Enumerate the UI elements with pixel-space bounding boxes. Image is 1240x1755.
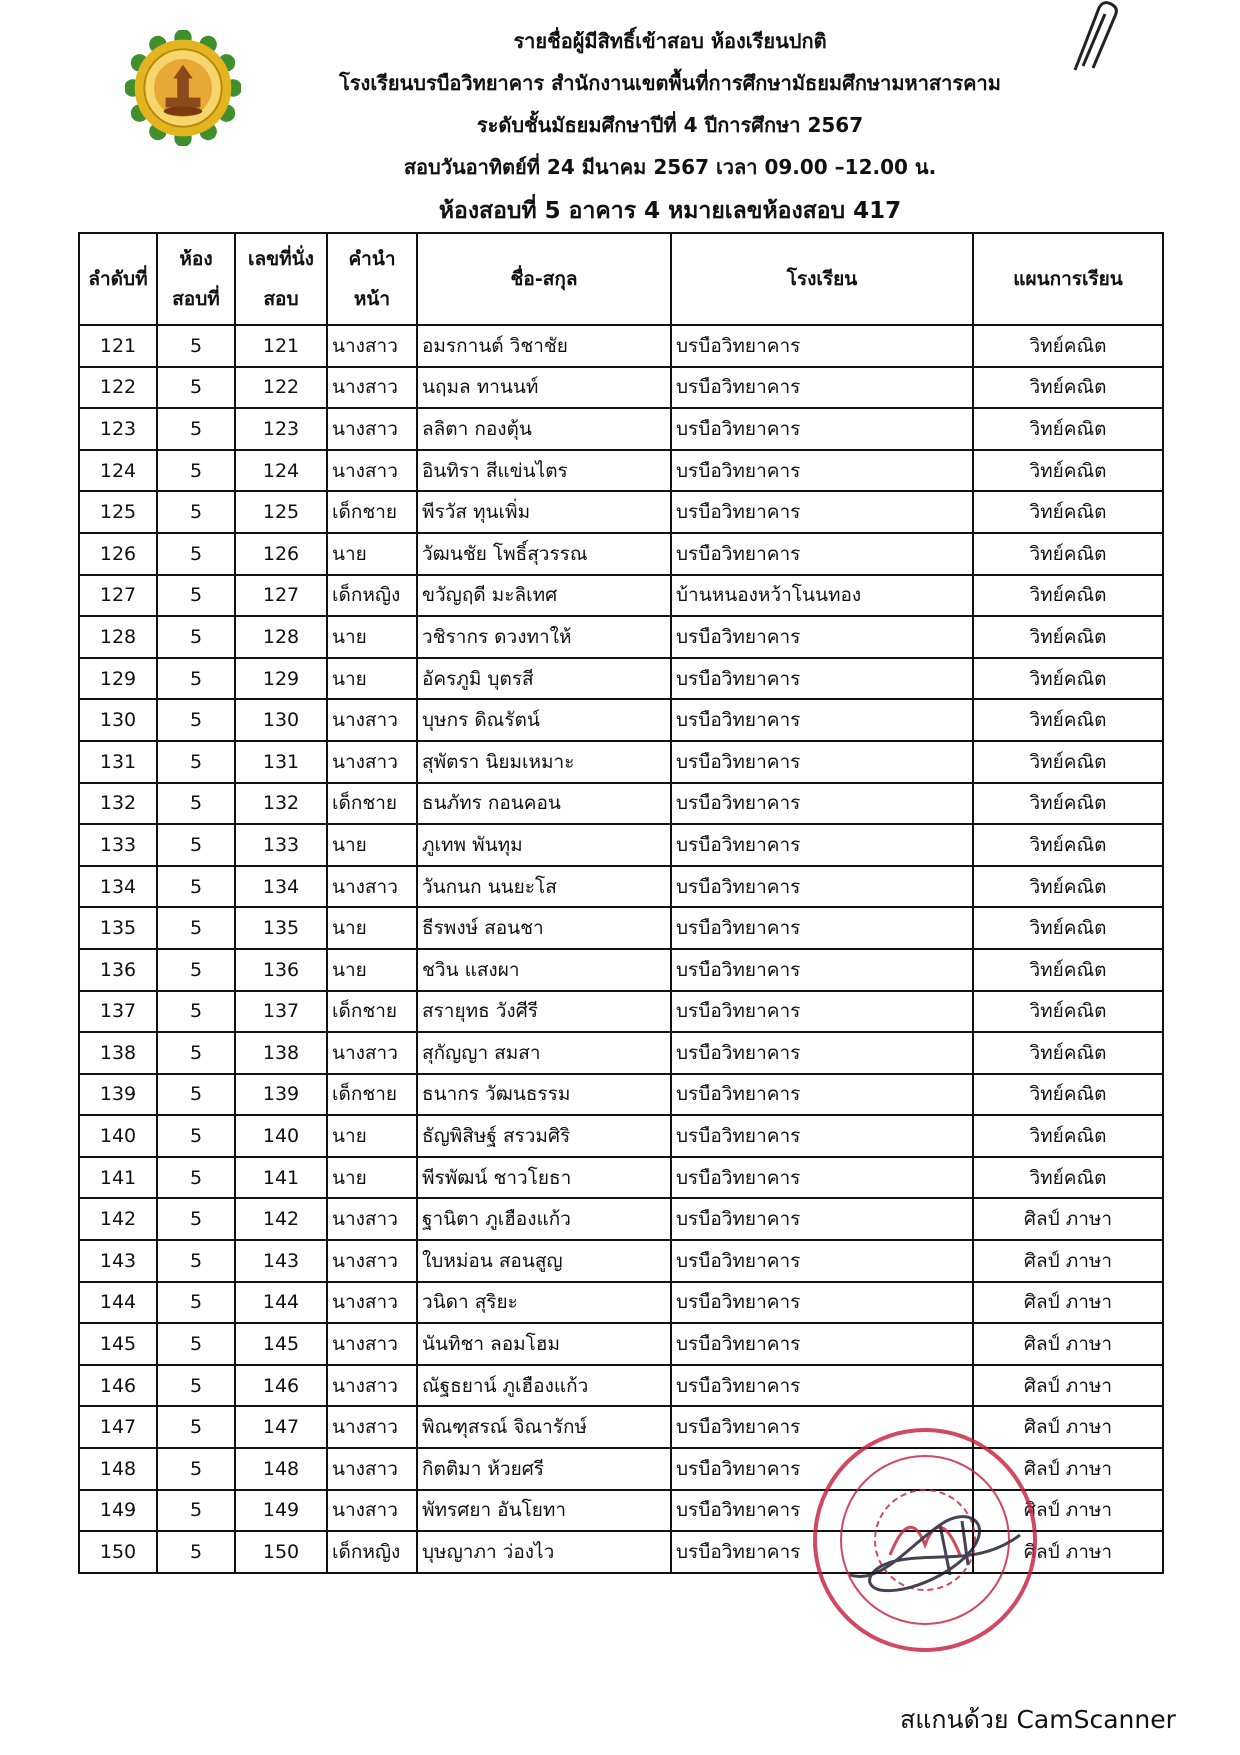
cell-prefix: เด็กชาย: [327, 491, 417, 533]
cell-prefix: นางสาว: [327, 1490, 417, 1532]
cell-name: ธัญพิสิษฐ์ สรวมศิริ: [417, 1115, 671, 1157]
cell-no: 127: [79, 575, 157, 617]
cell-room: 5: [157, 616, 235, 658]
cell-school: บรบือวิทยาคาร: [671, 533, 973, 575]
table-row: [79, 866, 1163, 908]
cell-no: 129: [79, 658, 157, 700]
cell-school: บ้านหนองหว้าโนนทอง: [671, 575, 973, 617]
cell-room: 5: [157, 783, 235, 825]
cell-prefix: นางสาว: [327, 1323, 417, 1365]
cell-seat: 126: [235, 533, 327, 575]
cell-name: พิณฑุสรณ์ จิณารักษ์: [417, 1406, 671, 1448]
cell-no: 139: [79, 1074, 157, 1116]
col-header-plan: แผนการเรียน: [973, 233, 1163, 325]
cell-prefix: นางสาว: [327, 1448, 417, 1490]
cell-room: 5: [157, 1074, 235, 1116]
table-row: [79, 533, 1163, 575]
cell-name: กิตติมา ห้วยศรี: [417, 1448, 671, 1490]
cell-prefix: เด็กชาย: [327, 1074, 417, 1116]
cell-plan: วิทย์คณิต: [973, 616, 1163, 658]
cell-seat: 128: [235, 616, 327, 658]
col-header-seat: เลขที่นั่งสอบ: [235, 233, 327, 325]
col-header-room: ห้องสอบที่: [157, 233, 235, 325]
cell-name: พีรวัส ทุนเพิ่ม: [417, 491, 671, 533]
table-row: [79, 1198, 1163, 1240]
cell-plan: วิทย์คณิต: [973, 907, 1163, 949]
cell-plan: วิทย์คณิต: [973, 741, 1163, 783]
cell-prefix: นางสาว: [327, 450, 417, 492]
cell-plan: วิทย์คณิต: [973, 1032, 1163, 1074]
table-body: [79, 325, 1163, 1573]
cell-name: สุพัตรา นิยมเหมาะ: [417, 741, 671, 783]
cell-prefix: นางสาว: [327, 1365, 417, 1407]
cell-plan: วิทย์คณิต: [973, 533, 1163, 575]
cell-no: 124: [79, 450, 157, 492]
table-row: [79, 575, 1163, 617]
cell-plan: วิทย์คณิต: [973, 699, 1163, 741]
cell-no: 126: [79, 533, 157, 575]
cell-prefix: นางสาว: [327, 1406, 417, 1448]
table-row: [79, 408, 1163, 450]
cell-prefix: นาย: [327, 949, 417, 991]
school-seal-stamp: [790, 1425, 1130, 1665]
cell-plan: วิทย์คณิต: [973, 1157, 1163, 1199]
cell-no: 143: [79, 1240, 157, 1282]
cell-seat: 142: [235, 1198, 327, 1240]
table-row: [79, 824, 1163, 866]
cell-school: บรบือวิทยาคาร: [671, 1490, 973, 1532]
cell-no: 150: [79, 1531, 157, 1573]
cell-school: บรบือวิทยาคาร: [671, 783, 973, 825]
cell-plan: วิทย์คณิต: [973, 367, 1163, 409]
cell-name: อินทิรา สีแข่นไตร: [417, 450, 671, 492]
cell-plan: วิทย์คณิต: [973, 949, 1163, 991]
table-row: [79, 325, 1163, 367]
cell-prefix: นาย: [327, 658, 417, 700]
cell-room: 5: [157, 658, 235, 700]
cell-school: บรบือวิทยาคาร: [671, 1448, 973, 1490]
cell-school: บรบือวิทยาคาร: [671, 1282, 973, 1324]
cell-no: 144: [79, 1282, 157, 1324]
cell-seat: 136: [235, 949, 327, 991]
cell-no: 137: [79, 991, 157, 1033]
cell-plan: ศิลป์ ภาษา: [973, 1490, 1163, 1532]
cell-school: บรบือวิทยาคาร: [671, 658, 973, 700]
cell-school: บรบือวิทยาคาร: [671, 450, 973, 492]
table-row: [79, 1365, 1163, 1407]
cell-school: บรบือวิทยาคาร: [671, 1240, 973, 1282]
cell-seat: 124: [235, 450, 327, 492]
cell-school: บรบือวิทยาคาร: [671, 1406, 973, 1448]
cell-no: 132: [79, 783, 157, 825]
cell-no: 123: [79, 408, 157, 450]
cell-no: 130: [79, 699, 157, 741]
cell-no: 131: [79, 741, 157, 783]
cell-name: พีรพัฒน์ ชาวโยธา: [417, 1157, 671, 1199]
cell-school: บรบือวิทยาคาร: [671, 866, 973, 908]
table-header-row: [79, 233, 1163, 325]
cell-school: บรบือวิทยาคาร: [671, 699, 973, 741]
cell-school: บรบือวิทยาคาร: [671, 616, 973, 658]
table-row: [79, 1157, 1163, 1199]
cell-plan: ศิลป์ ภาษา: [973, 1365, 1163, 1407]
table-row: [79, 491, 1163, 533]
scanner-watermark: สแกนด้วย CamScanner: [900, 1705, 1176, 1734]
table-row: [79, 907, 1163, 949]
cell-no: 147: [79, 1406, 157, 1448]
cell-no: 134: [79, 866, 157, 908]
cell-seat: 139: [235, 1074, 327, 1116]
cell-plan: ศิลป์ ภาษา: [973, 1240, 1163, 1282]
cell-name: บุษกร ดิณรัตน์: [417, 699, 671, 741]
cell-seat: 131: [235, 741, 327, 783]
cell-school: บรบือวิทยาคาร: [671, 1074, 973, 1116]
cell-name: ขวัญฤดี มะลิเทศ: [417, 575, 671, 617]
cell-name: บุษญาภา ว่องไว: [417, 1531, 671, 1573]
cell-no: 145: [79, 1323, 157, 1365]
cell-plan: ศิลป์ ภาษา: [973, 1282, 1163, 1324]
cell-seat: 147: [235, 1406, 327, 1448]
cell-plan: วิทย์คณิต: [973, 1074, 1163, 1116]
cell-prefix: นาย: [327, 907, 417, 949]
cell-seat: 150: [235, 1531, 327, 1573]
cell-prefix: นางสาว: [327, 1282, 417, 1324]
col-header-school: โรงเรียน: [671, 233, 973, 325]
cell-seat: 127: [235, 575, 327, 617]
cell-prefix: นางสาว: [327, 741, 417, 783]
cell-school: บรบือวิทยาคาร: [671, 741, 973, 783]
header-level: ระดับชั้นมัธยมศึกษาปีที่ 4 ปีการศึกษา 2567: [476, 113, 864, 137]
document-header: [270, 20, 1070, 234]
cell-name: นันทิชา ลอมโฮม: [417, 1323, 671, 1365]
cell-plan: วิทย์คณิต: [973, 991, 1163, 1033]
cell-room: 5: [157, 1115, 235, 1157]
table-row: [79, 658, 1163, 700]
cell-room: 5: [157, 907, 235, 949]
cell-plan: วิทย์คณิต: [973, 325, 1163, 367]
cell-prefix: นาย: [327, 616, 417, 658]
cell-plan: วิทย์คณิต: [973, 866, 1163, 908]
cell-room: 5: [157, 1365, 235, 1407]
cell-room: 5: [157, 1157, 235, 1199]
cell-prefix: นางสาว: [327, 367, 417, 409]
cell-plan: ศิลป์ ภาษา: [973, 1406, 1163, 1448]
cell-no: 148: [79, 1448, 157, 1490]
cell-prefix: นาย: [327, 824, 417, 866]
cell-seat: 146: [235, 1365, 327, 1407]
cell-room: 5: [157, 1032, 235, 1074]
cell-seat: 122: [235, 367, 327, 409]
cell-no: 133: [79, 824, 157, 866]
cell-room: 5: [157, 408, 235, 450]
cell-plan: ศิลป์ ภาษา: [973, 1323, 1163, 1365]
cell-name: ชวิน แสงผา: [417, 949, 671, 991]
cell-no: 140: [79, 1115, 157, 1157]
cell-prefix: นาย: [327, 1115, 417, 1157]
cell-room: 5: [157, 325, 235, 367]
cell-seat: 123: [235, 408, 327, 450]
cell-room: 5: [157, 491, 235, 533]
cell-seat: 137: [235, 991, 327, 1033]
cell-name: ภูเทพ พันทุม: [417, 824, 671, 866]
cell-seat: 130: [235, 699, 327, 741]
cell-room: 5: [157, 1240, 235, 1282]
cell-no: 142: [79, 1198, 157, 1240]
cell-plan: วิทย์คณิต: [973, 824, 1163, 866]
cell-school: บรบือวิทยาคาร: [671, 1365, 973, 1407]
cell-room: 5: [157, 1490, 235, 1532]
cell-seat: 129: [235, 658, 327, 700]
cell-name: นฤมล ทานนท์: [417, 367, 671, 409]
cell-plan: วิทย์คณิต: [973, 1115, 1163, 1157]
cell-plan: วิทย์คณิต: [973, 783, 1163, 825]
cell-seat: 125: [235, 491, 327, 533]
cell-room: 5: [157, 1448, 235, 1490]
cell-no: 121: [79, 325, 157, 367]
cell-no: 122: [79, 367, 157, 409]
table-row: [79, 450, 1163, 492]
cell-seat: 141: [235, 1157, 327, 1199]
cell-school: บรบือวิทยาคาร: [671, 949, 973, 991]
cell-plan: วิทย์คณิต: [973, 408, 1163, 450]
cell-name: ฐานิตา ภูเฮืองแก้ว: [417, 1198, 671, 1240]
col-header-prefix: คำนำหน้า: [327, 233, 417, 325]
cell-name: วัฒนชัย โพธิ์สุวรรณ: [417, 533, 671, 575]
cell-room: 5: [157, 533, 235, 575]
cell-school: บรบือวิทยาคาร: [671, 325, 973, 367]
cell-room: 5: [157, 1406, 235, 1448]
cell-seat: 145: [235, 1323, 327, 1365]
cell-no: 141: [79, 1157, 157, 1199]
cell-school: บรบือวิทยาคาร: [671, 824, 973, 866]
cell-room: 5: [157, 575, 235, 617]
cell-plan: วิทย์คณิต: [973, 658, 1163, 700]
cell-name: สุกัญญา สมสา: [417, 1032, 671, 1074]
cell-name: อมรกานต์ วิชาชัย: [417, 325, 671, 367]
col-header-name: ชื่อ-สกุล: [417, 233, 671, 325]
cell-room: 5: [157, 1323, 235, 1365]
cell-room: 5: [157, 866, 235, 908]
cell-no: 149: [79, 1490, 157, 1532]
table-row: [79, 991, 1163, 1033]
cell-name: ธนากร วัฒนธรรม: [417, 1074, 671, 1116]
cell-name: ธนภัทร กอนคอน: [417, 783, 671, 825]
cell-seat: 132: [235, 783, 327, 825]
header-room: ห้องสอบที่ 5 อาคาร 4 หมายเลขห้องสอบ 417: [438, 198, 902, 224]
cell-seat: 134: [235, 866, 327, 908]
cell-plan: ศิลป์ ภาษา: [973, 1448, 1163, 1490]
cell-seat: 143: [235, 1240, 327, 1282]
cell-prefix: นาย: [327, 1157, 417, 1199]
cell-seat: 138: [235, 1032, 327, 1074]
cell-seat: 121: [235, 325, 327, 367]
table-row: [79, 699, 1163, 741]
cell-no: 135: [79, 907, 157, 949]
cell-room: 5: [157, 1531, 235, 1573]
cell-school: บรบือวิทยาคาร: [671, 1531, 973, 1573]
table-row: [79, 1074, 1163, 1116]
cell-room: 5: [157, 1282, 235, 1324]
cell-school: บรบือวิทยาคาร: [671, 1157, 973, 1199]
cell-plan: ศิลป์ ภาษา: [973, 1531, 1163, 1573]
cell-name: อัครภูมิ บุตรสี: [417, 658, 671, 700]
cell-prefix: นางสาว: [327, 408, 417, 450]
cell-room: 5: [157, 450, 235, 492]
header-date: สอบวันอาทิตย์ที่ 24 มีนาคม 2567 เวลา 09.00 –12.00 น.: [403, 155, 937, 179]
table-row: [79, 741, 1163, 783]
cell-school: บรบือวิทยาคาร: [671, 367, 973, 409]
table-row: [79, 783, 1163, 825]
cell-no: 146: [79, 1365, 157, 1407]
cell-school: บรบือวิทยาคาร: [671, 991, 973, 1033]
cell-room: 5: [157, 367, 235, 409]
cell-no: 138: [79, 1032, 157, 1074]
cell-name: วชิรากร ดวงทาให้: [417, 616, 671, 658]
table-row: [79, 616, 1163, 658]
candidate-table: [78, 232, 1164, 1574]
cell-school: บรบือวิทยาคาร: [671, 907, 973, 949]
cell-prefix: นางสาว: [327, 1198, 417, 1240]
cell-prefix: นางสาว: [327, 1032, 417, 1074]
cell-school: บรบือวิทยาคาร: [671, 408, 973, 450]
cell-prefix: นางสาว: [327, 866, 417, 908]
cell-name: พัทรศยา อันโยทา: [417, 1490, 671, 1532]
cell-seat: 140: [235, 1115, 327, 1157]
col-header-no: ลำดับที่: [79, 233, 157, 325]
cell-prefix: นางสาว: [327, 325, 417, 367]
cell-room: 5: [157, 949, 235, 991]
table-row: [79, 1240, 1163, 1282]
cell-prefix: นาย: [327, 533, 417, 575]
cell-name: ณัฐธยาน์ ภูเฮืองแก้ว: [417, 1365, 671, 1407]
cell-no: 128: [79, 616, 157, 658]
cell-prefix: เด็กชาย: [327, 783, 417, 825]
cell-school: บรบือวิทยาคาร: [671, 1323, 973, 1365]
cell-seat: 135: [235, 907, 327, 949]
table-row: [79, 1115, 1163, 1157]
header-title: รายชื่อผู้มีสิทธิ์เข้าสอบ ห้องเรียนปกติ: [513, 29, 827, 53]
cell-name: ลลิตา กองตุ้น: [417, 408, 671, 450]
cell-room: 5: [157, 991, 235, 1033]
school-logo-icon: [125, 30, 241, 146]
cell-prefix: เด็กชาย: [327, 991, 417, 1033]
cell-seat: 144: [235, 1282, 327, 1324]
cell-school: บรบือวิทยาคาร: [671, 1115, 973, 1157]
cell-plan: ศิลป์ ภาษา: [973, 1198, 1163, 1240]
cell-name: วนิดา สุริยะ: [417, 1282, 671, 1324]
cell-name: ใบหม่อน สอนสูญ: [417, 1240, 671, 1282]
cell-prefix: นางสาว: [327, 699, 417, 741]
cell-room: 5: [157, 741, 235, 783]
cell-name: ธีรพงษ์ สอนชา: [417, 907, 671, 949]
cell-school: บรบือวิทยาคาร: [671, 1032, 973, 1074]
cell-plan: วิทย์คณิต: [973, 450, 1163, 492]
cell-seat: 149: [235, 1490, 327, 1532]
cell-seat: 148: [235, 1448, 327, 1490]
table-row: [79, 949, 1163, 991]
cell-seat: 133: [235, 824, 327, 866]
cell-name: วันกนก นนยะโส: [417, 866, 671, 908]
cell-no: 136: [79, 949, 157, 991]
table-row: [79, 1323, 1163, 1365]
cell-name: สรายุทธ วังศีรี: [417, 991, 671, 1033]
cell-plan: วิทย์คณิต: [973, 491, 1163, 533]
cell-plan: วิทย์คณิต: [973, 575, 1163, 617]
cell-school: บรบือวิทยาคาร: [671, 1198, 973, 1240]
cell-prefix: เด็กหญิง: [327, 1531, 417, 1573]
header-school: โรงเรียนบรบือวิทยาคาร สำนักงานเขตพื้นที่การศึกษามัธยมศึกษามหาสารคาม: [339, 71, 1001, 95]
cell-prefix: เด็กหญิง: [327, 575, 417, 617]
cell-room: 5: [157, 699, 235, 741]
cell-prefix: นางสาว: [327, 1240, 417, 1282]
cell-no: 125: [79, 491, 157, 533]
table-row: [79, 1282, 1163, 1324]
cell-school: บรบือวิทยาคาร: [671, 491, 973, 533]
cell-room: 5: [157, 1198, 235, 1240]
cell-room: 5: [157, 824, 235, 866]
table-row: [79, 367, 1163, 409]
table-row: [79, 1032, 1163, 1074]
